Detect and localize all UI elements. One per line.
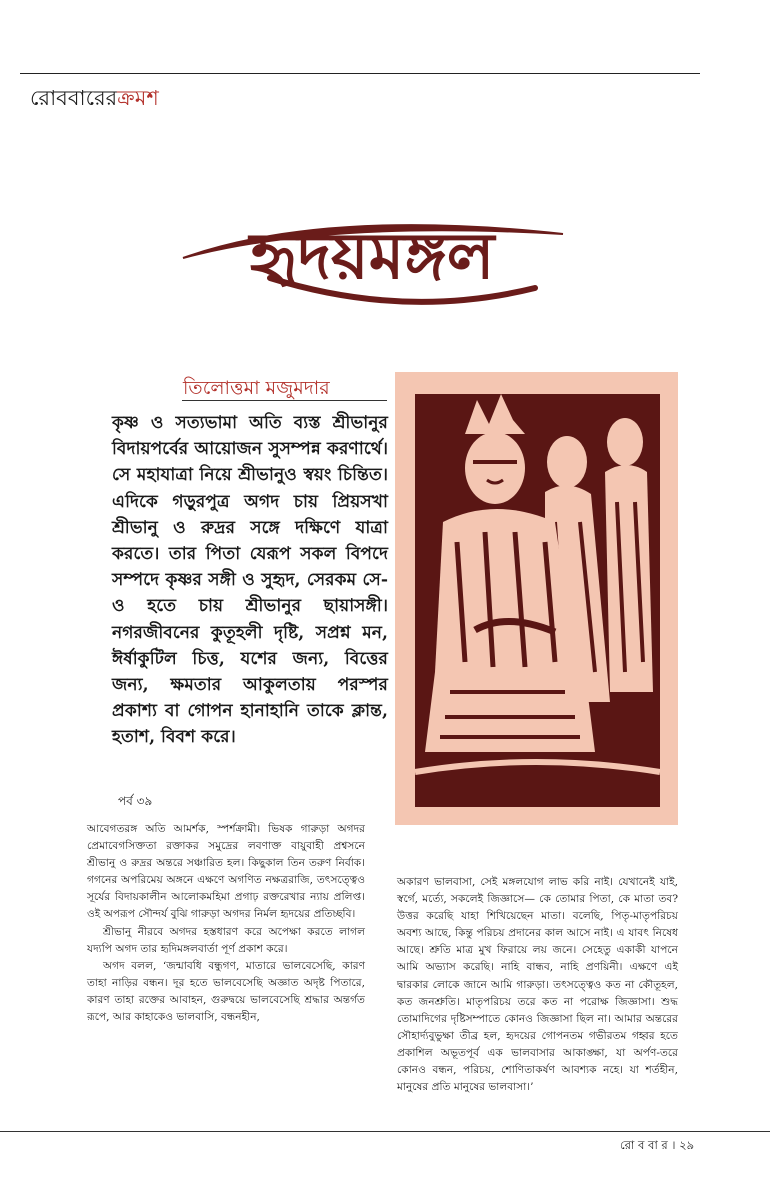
section-label — [30, 84, 159, 112]
body-column-left — [87, 821, 365, 1026]
intro-summary: কৃষ্ণ ও সত্যভামা অতি ব্যস্ত শ্রীভানুর বিদায়পর্বের আয়োজন সুসম্পন্ন করণার্থে। সে মহাযাত্রা নিয়ে শ্রীভানুও স্বয়ং চিন্তিত। এদিকে গড়ুরপুত্র অগদ চায় প্রিয়সখা শ্রীভানু ও রুদ্রর সঙ্গে দক্ষিণে যাত্রা করতে। তার পিতা যেরূপ সকল বিপদে সম্পদে কৃষ্ণর সঙ্গী ও সুহৃদ, সেরকম সে-ও হতে চায় শ্রীভানুর ছায়াসঙ্গী। নগরজীবনের কুতূহলী দৃষ্টি, সপ্রশ্ন মন, ঈর্ষাকুটিল চিত্ত, যশের জন্য, বিত্তের জন্য, ক্ষমতার আকুলতায় পরস্পর প্রকাশ্য বা গোপন হানাহানি তাকে ক্লান্ত, হতাশ, বিবশ করে। — [112, 413, 388, 748]
author-rule — [182, 400, 387, 401]
section-prefix: রোববারের — [30, 86, 118, 110]
episode-number: পর্ব ৩৯ — [118, 794, 153, 808]
masthead-title: হৃদয়মঙ্গল — [249, 219, 495, 294]
masthead-logo — [175, 170, 570, 305]
bottom-rule — [0, 1131, 770, 1132]
author-name: তিলোত্তমা মজুমদার — [183, 377, 330, 399]
top-rule — [20, 73, 700, 74]
body-paragraph: শ্রীভানু নীরবে অগদর হস্তধারণ করে অপেক্ষা করতে লাগল যদ্যপি অগদ তার হৃদিমঙ্গলবার্তা পূর্ণ প্রকাশ করে। — [87, 925, 365, 955]
body-paragraph: অকারণ ভালবাসা, সেই মঙ্গলযোগ লাভ করি নাই। যেখানেই যাই, স্বর্গে, মর্ত্যে, সকলেই জিজ্ঞাসে— কে তোমার পিতা, কে মাতা তব? উত্তর করেছি যাহা শিখিয়েছেন মাতা। বলেছি, পিতৃ-মাতৃপরিচয় অবশ্য আছে, কিন্তু পরিচয় প্রদানের কাল আসে নাই। এ যাবৎ নিষেধ আছে। শ্রুতি মাত্র মুখ ফিরায়ে লয় জনে। সেহেতু একাকী যাপনে আমি অভ্যাস করেছি। নাহি বান্ধব, নাহি প্রণয়িনী। এক্ষণে এই দ্বারকার লোকে জানে আমি গারুড়া। তৎসত্ত্বেও কত না কৌতূহল, কত জনশ্রুতি। মাতৃপরিচয় তরে কত না পরোক্ষ জিজ্ঞাসা। শুদ্ধ তোমাদিগের দৃষ্টিসম্পাতে কোনও জিজ্ঞাসা ছিল না। আমার অন্তরের সৌহার্দ্যবুভুক্ষা তীব্র হল, হৃদয়ের গোপনতম গভীরতম গহ্বর হতে প্রকাশিল অভূতপূর্ব এক ভালবাসার আকাঙ্ক্ষা, যা অর্পণ-তরে কোনও বন্ধন, পরিচয়, শোণিতাকর্ষণ আবশ্যক নহে। যা শর্তহীন, মানুষের প্রতি মানুষের ভালবাসা।’ — [397, 876, 678, 1094]
page-footer: রো ব বা র । ২৯ — [620, 1138, 695, 1152]
body-column-right — [397, 874, 678, 1096]
body-paragraph: অগদ বলল, ‘জন্মাবধি বন্ধুগণ, মাতারে ভালবেসেছি, কারণ তাহা নাড়ির বন্ধন। দূর হতে ভালবেসেছি অজ্ঞাত অদৃষ্ট পিতারে, কারণ তাহা রক্তের আবাহন, গুরুদ্বয়ে ভালবেসেছি শ্রদ্ধার অন্তর্গত রূপে, আর কাহাকেও ভালবাসি, বন্ধনহীন, — [87, 959, 365, 1024]
body-paragraph: আবেগতরঙ্গ অতি আমর্শক, স্পর্শক্রামী। ভিষক গারুড়া অগদর প্রেমাবেগসিক্ততা রক্তাকর সমুদ্রের লবণাক্ত বায়ুবাহী প্রশ্বসনে শ্রীভানু ও রুদ্রর অন্তরে সঞ্চারিত হল। কিছুকাল তিন তরুণ নির্বাক। গগনের অপরিমেয় অঙ্গনে এক্ষণে অগণিত নক্ষত্ররাজি, তৎসত্ত্বেও সূর্যের বিদায়কালীন আলোকমহিমা প্রগাঢ় রক্তরেখার ন্যায় প্রলিপ্ত। ওই অপরূপ সৌন্দর্য বুঝি গারুড়া অগদর নির্মল হৃদয়ের প্রতিচ্ছবি। — [87, 823, 365, 921]
woodcut-illustration — [395, 372, 678, 825]
section-accent: ক্রমশ — [117, 86, 159, 110]
